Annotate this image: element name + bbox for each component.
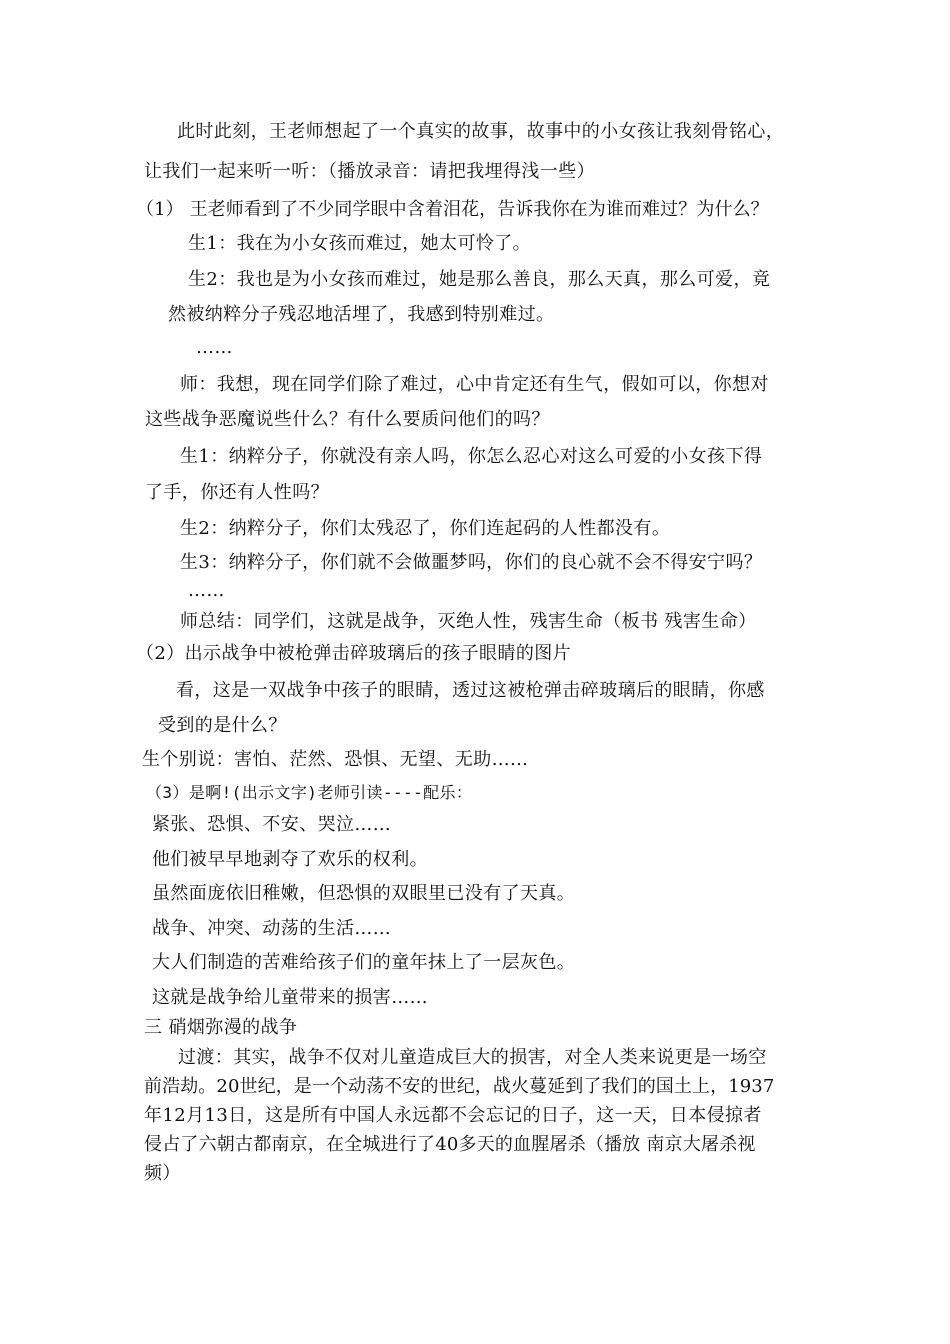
text-line: 这就是战争给儿童带来的损害…… [152, 987, 428, 1008]
ellipsis: …… [188, 580, 225, 601]
text-line: 师总结：同学们，这就是战争，灭绝人性，残害生命（板书 残害生命） [180, 611, 757, 632]
text-line: 他们被早早地剥夺了欢乐的权利。 [152, 849, 428, 870]
section-heading: 三 硝烟弥漫的战争 [144, 1017, 298, 1038]
text-line: 生3：纳粹分子，你们就不会做噩梦吗，你们的良心就不会不得安宁吗？ [180, 552, 763, 573]
text-line: 这些战争恶魔说些什么？有什么要质问他们的吗？ [145, 409, 550, 430]
text-line: 频） [144, 1163, 181, 1184]
text-line: 过渡：其实，战争不仅对儿童造成巨大的损害，对全人类来说更是一场空 [178, 1047, 767, 1068]
text-line: 受到的是什么？ [158, 715, 287, 736]
text-line: 虽然面庞依旧稚嫩，但恐惧的双眼里已没有了天真。 [152, 883, 576, 904]
text-line: 侵占了六朝古都南京，在全城进行了40多天的血腥屠杀（播放 南京大屠杀视 [144, 1134, 756, 1155]
text-line: 生1：我在为小女孩而难过，她太可怜了。 [188, 233, 532, 254]
text-line: 紧张、恐惧、不安、哭泣…… [152, 814, 392, 835]
text-line: 生1：纳粹分子，你就没有亲人吗，你怎么忍心对这么可爱的小女孩下得 [180, 446, 763, 467]
text-line: 看，这是一双战争中孩子的眼睛，透过这被枪弹击碎玻璃后的眼睛，你感 [176, 680, 765, 701]
section-heading: （3）是啊!(出示文字)老师引读----配乐： [146, 783, 473, 802]
text-line: 生个别说：害怕、茫然、恐惧、无望、无助…… [142, 749, 529, 770]
section-heading: （2）出示战争中被枪弹击碎玻璃后的孩子眼睛的图片 [136, 643, 572, 664]
text-line: 前浩劫。20世纪，是一个动荡不安的世纪，战火蔓延到了我们的国土上，1937 [144, 1076, 775, 1097]
text-line: 师：我想，现在同学们除了难过，心中肯定还有生气，假如可以，你想对 [180, 374, 769, 395]
text-line: 大人们制造的苦难给孩子们的童年抹上了一层灰色。 [152, 952, 576, 973]
text-line: 让我们一起来听一听：（播放录音：请把我埋得浅一些） [144, 161, 595, 182]
text-line: 了手，你还有人性吗？ [145, 482, 329, 503]
text-line: 生2：我也是为小女孩而难过，她是那么善良，那么天真，那么可爱，竟 [188, 269, 771, 290]
text-line: 生2：纳粹分子，你们太残忍了，你们连起码的人性都没有。 [180, 518, 671, 539]
text-line: 年12月13日，这是所有中国人永远都不会忘记的日子，这一天，日本侵掠者 [144, 1105, 762, 1126]
text-line: 此时此刻，王老师想起了一个真实的故事，故事中的小女孩让我刻骨铭心， [177, 121, 785, 142]
text-line: （1） 王老师看到了不少同学眼中含着泪花，告诉我你在为谁而难过？为什么？ [136, 199, 769, 220]
text-line: 战争、冲突、动荡的生活…… [152, 918, 392, 939]
text-line: 然被纳粹分子残忍地活埋了，我感到特别难过。 [168, 304, 555, 325]
ellipsis: …… [196, 337, 233, 358]
